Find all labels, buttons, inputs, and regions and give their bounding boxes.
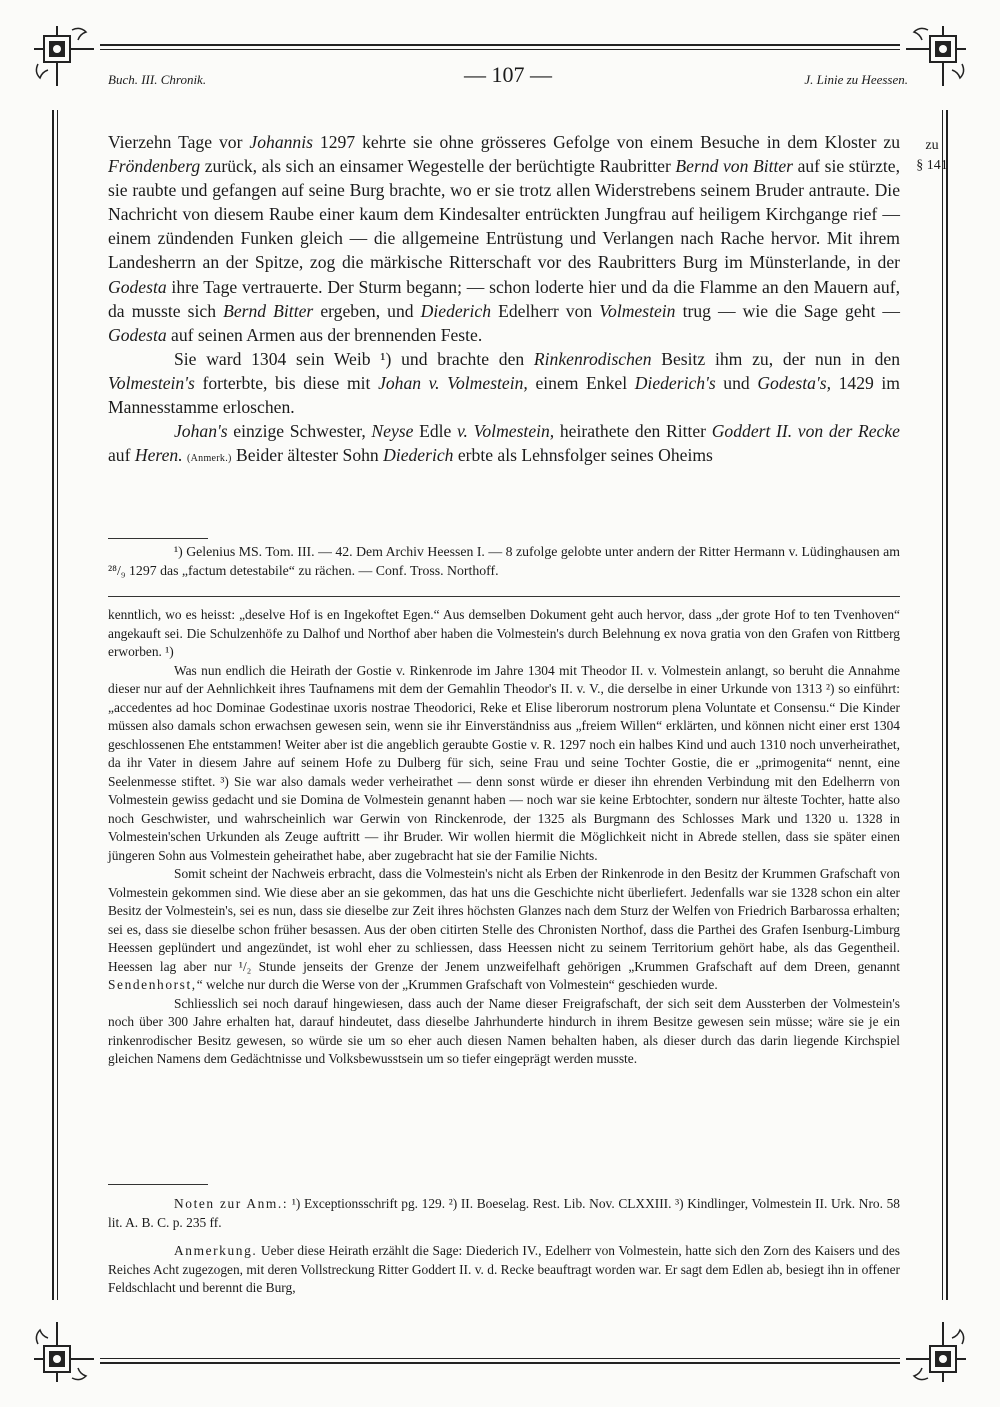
text-run: forterbte, bis diese mit [194, 372, 379, 393]
annotation-paragraph [108, 865, 900, 995]
margin-note-section: § 141 [916, 158, 948, 173]
italic-run: Rinkenrodischen [533, 348, 652, 369]
text-run: Edle [413, 421, 458, 442]
text-run: zurück, als sich an einsamer Wegestelle der berüchtigte Raubritter [200, 156, 676, 177]
text-run: einem Enkel [527, 372, 635, 393]
ornament-corner-top-right [902, 20, 972, 90]
text-run: Besitz ihm zu, der nun in den [651, 348, 900, 369]
text-run: heirathete den Ritter [554, 421, 712, 442]
page-number: — 107 — [464, 62, 552, 87]
text-run: Vierzehn Tage vor [108, 132, 250, 152]
italic-run: Goddert II. von der Recke [711, 421, 900, 442]
anmerkung-text: Ueber diese Heirath erzählt die Sage: Diederich IV., Edelherr von Volmestein, hatte sich den Zorn des Kaisers und des Reiches Acht zugezogen, mit deren Vollstreckung Ritter Goddert II. v. d. Recke beauftragt worden war. Er sagt dem Edlen ab, besiegt ihn in offener Feldschlacht und berennt die Burg, [108, 1243, 900, 1295]
text-run: und [715, 372, 758, 393]
ornament-icon [902, 20, 972, 90]
italic-run: Bernd von Bitter [675, 156, 794, 177]
italic-run: Godesta's, [757, 372, 831, 393]
footnote-rule [108, 538, 208, 539]
italic-run: Volmestein's [108, 372, 195, 393]
frame-bottom-line [100, 1362, 900, 1364]
annotation-paragraph: Schliesslich sei noch darauf hingewiesen, dass auch der Name dieser Freigrafschaft, der sich seit dem Aussterben der Volmestein's noch über 300 Jahre erhalten hat, darauf hindeutet, dass dieselbe Jahrhunderte hindurch in ihrem Besitze gewesen sein müsse; wäre sie je ein rinkenrodischer Besitz gewesen, so würde sie um so eher auch diesen Namen behalten haben, als dieser durch das darin liegende Kirchspiel gleichen Namens dem Gedächtnisse und Volksbewusstsein um so tiefer eingeprägt werden musste. [108, 995, 900, 1066]
frame-left-line-thin [57, 110, 58, 1300]
noten-paragraph [108, 1195, 900, 1232]
anmerkung-label: Anmerkung. [174, 1243, 258, 1258]
spaced-placename: Sendenhorst, [108, 977, 197, 992]
frame-left-line [52, 110, 54, 1300]
italic-run: Johan's [174, 421, 228, 442]
text-run: auf sie stürzte, sie raubte und gefangen auf seine Burg brachte, wo er sie trotz allen Widerstrebens seinem Bruder antraute. Die Nachricht von diesem Raube einer kaum dem Kindesalter entrückten Jungfrau auf heiligem Kirchgange rief — einem zündenden Funken gleich — die allgemeine Entrüstung und Verlangen nach Rache hervor. Mit ihrem Landesherrn an der Spitze, zog die märkische Ritterschaft vor des Raubritters Burg im Münsterlande, in der [108, 156, 901, 273]
italic-run: Godesta [108, 276, 167, 297]
text-run: auf [108, 445, 135, 466]
text-run: Sie ward 1304 sein Weib ¹) und brachte den [174, 348, 534, 369]
main-paragraph [108, 347, 900, 419]
annotation-paragraph: kenntlich, wo es heisst: „deselve Hof is en Ingekoftet Egen.“ Aus demselben Dokument geht auch hervor, dass „der grote Hof to ten Tvenhoven“ angekauft sei. Die Schulzenhöfe zu Dalhof und Northof aber haben die Volmestein's durch Belehnung ex nova gratia von den Grafen von Rittberg erworben. ¹) [108, 607, 900, 659]
italic-run: Diederich [420, 300, 492, 321]
italic-run: Bernd Bitter [223, 300, 314, 321]
italic-run: Johan v. Volmestein, [378, 372, 528, 393]
italic-run: Volmestein [599, 300, 676, 321]
margin-note [912, 136, 952, 176]
header-section-title: J. Linie zu Heessen. [804, 72, 908, 87]
annotation-text-span: Somit scheint der Nachweis erbracht, dass die Volmestein's nicht als Erben der Rinkenrode in den Besitz der Krummen Grafschaft von Volmestein gekommen sind. Wie diese aber an sie gekommen, das hat uns die Geschichte nicht überliefert. Jedenfalls war sie 1328 schon ein alter Besitz der Volmestein's, sei es nun, dass sie dieselbe zur Zeit ihres höchsten Glanzes nach dem Sturz der Welfen von Friedrich Barbarossa erhalten; sei es, dass sie dieselbe schon früher besassen. Aus der oben citirten Stelle des Chronisten Northof, dass die Parthei des Grafen Isenburg-Limburg Heessen geplündert und angezündet, ist wohl eher zu schliessen, dass Heessen nicht zu seinem Territorium gehört habe, als das Gegentheil. Heessen lag aber nur ¹/₂ Stunde jenseits der Grenze der Jenem unzweifelhaft gehörigen „Krummen Grafschaft auf dem Dreen, genannt [108, 866, 900, 974]
footnote [108, 542, 900, 580]
italic-run: Fröndenberg [108, 156, 201, 177]
annotation-text [108, 606, 900, 1069]
ornament-corner-bottom-right [902, 1318, 972, 1388]
ornament-corner-bottom-left [28, 1318, 98, 1388]
ornament-corner-top-left [28, 20, 98, 90]
anmerkung-paragraph [108, 1242, 900, 1298]
italic-run: Johannis [249, 132, 313, 152]
text-run: Edelherr von [491, 300, 600, 321]
italic-run: Diederich's [634, 372, 716, 393]
text-run: trug — wie die Sage geht — [675, 300, 901, 321]
frame-top-line [100, 44, 900, 46]
notes-rule [108, 1184, 208, 1185]
italic-run: Godesta [108, 324, 167, 345]
text-run: erbte als Lehnsfolger seines Oheims [453, 445, 713, 466]
frame-bottom-line-thin [100, 1358, 900, 1359]
italic-run: Neyse [371, 421, 414, 442]
noten-text: ¹) Exceptionsschrift pg. 129. ²) II. Boeselag. Rest. Lib. Nov. CLXXIII. ³) Kindlinger, Volmestein II. Urk. Nro. 58 lit. A. B. C. p. 235 ff. [108, 1196, 900, 1230]
text-run: auf seinen Armen aus der brennenden Feste. [166, 324, 483, 345]
footnote-text: ¹) Gelenius MS. Tom. III. — 42. Dem Archiv Heessen I. — 8 zufolge gelobte unter andern der Ritter Hermann v. Lüdinghausen am ²⁸/₉ 1297 das „factum detestabile“ zu rächen. — Conf. Tross. Northoff. [108, 544, 900, 578]
text-run: Beider ältester Sohn [231, 445, 384, 466]
text-run: 1297 kehrte sie ohne grösseres Gefolge von einem Besuche in dem Kloster zu [312, 132, 901, 152]
annotation-text-span: “ welche nur durch die Werse von der „Krummen Grafschaft von Volmestein“ geschieden wurde. [196, 977, 718, 992]
header-book-title: Buch. III. Chronik. [108, 72, 207, 87]
italic-run: Diederich [383, 445, 454, 466]
text-run: 1429 im Mannesstamme erloschen. [108, 372, 900, 418]
text-run: ergeben, und [313, 300, 421, 321]
italic-run: v. Volmestein, [457, 421, 555, 442]
notes-section [108, 1195, 900, 1298]
main-paragraph [108, 419, 900, 471]
italic-run: Heren. [134, 445, 183, 466]
main-text [108, 130, 900, 471]
frame-right-line-thin [942, 110, 943, 1300]
ornament-icon [28, 20, 98, 90]
note-reference: (Anmerk.) [187, 453, 232, 465]
noten-label: Noten zur Anm.: [174, 1196, 289, 1211]
annotation-paragraph: Was nun endlich die Heirath der Gostie v. Rinkenrode im Jahre 1304 mit Theodor II. v. Volmestein anlangt, so beruht die Annahme dieser nur auf der Aehnlichkeit ihres Taufnamens mit dem der Gemahlin Theodor's II. v. V., die derselbe in einer Urkunde von 1313 ²) so einführt: „accedentes ad hoc Dominae Godestinae uxoris nostrae Theodorici, Reke et Elise liberorum nostrorum plena Voluntate et Consensu.“ Die Kinder müssen also damals schon erwachsen gewesen sein, wenn sie ihr Einverständniss aus „freiem Willen“ erklärten, und können nicht einer erst 1304 geschlossenen Ehe entstammen! Weiter aber ist die angeblich geraubte Gostie v. R. 1297 noch ein halbes Kind und auch 1310 noch unverheirathet, da ihr Vater in diesem Jahre auf seinem Hofe zu Dulberg für sich, seine Frau und seine Tochter Gostie, die er „primogenita“ nennt, eine Seelenmesse stiftet. ³) Sie war also damals weder verheirathet — denn sonst würde er dieser ihn ehrenden Verbindung mit den Edelherrn von Volmestein gewiss gedacht und sie Domina de Volmestein genannt haben — noch war sie keine Erbtochter, sondern nur älteste Tochter, hatte also noch Geschwister, und wahrscheinlich war Gerwin von Rinckenrode, der 1325 als Burgmann des Schlosses Mark und 1320 u. 1328 in Volmestein'schen Urkunden als Zeuge auftritt — ihr Bruder. Wir wollen hiermit die Möglichkeit nicht in Abrede stellen, dass sie später einen jüngeren Sohn aus Volmestein geheirathet habe, aber zugebracht hat sie der Familie Nichts. [108, 662, 900, 863]
frame-top-line-thin [100, 49, 900, 50]
text-run: ihre Tage vertrauerte. Der Sturm begann; — schon loderte hier und da die Flamme an den Mauern auf, da musste sich [108, 276, 900, 321]
section-divider [108, 596, 900, 597]
ornament-icon [902, 1318, 972, 1388]
main-paragraph [108, 130, 900, 347]
margin-note-line: zu [925, 138, 939, 153]
ornament-icon [28, 1318, 98, 1388]
running-header [108, 62, 908, 92]
text-run: einzige Schwester, [227, 421, 372, 442]
frame-right-line [946, 110, 948, 1300]
